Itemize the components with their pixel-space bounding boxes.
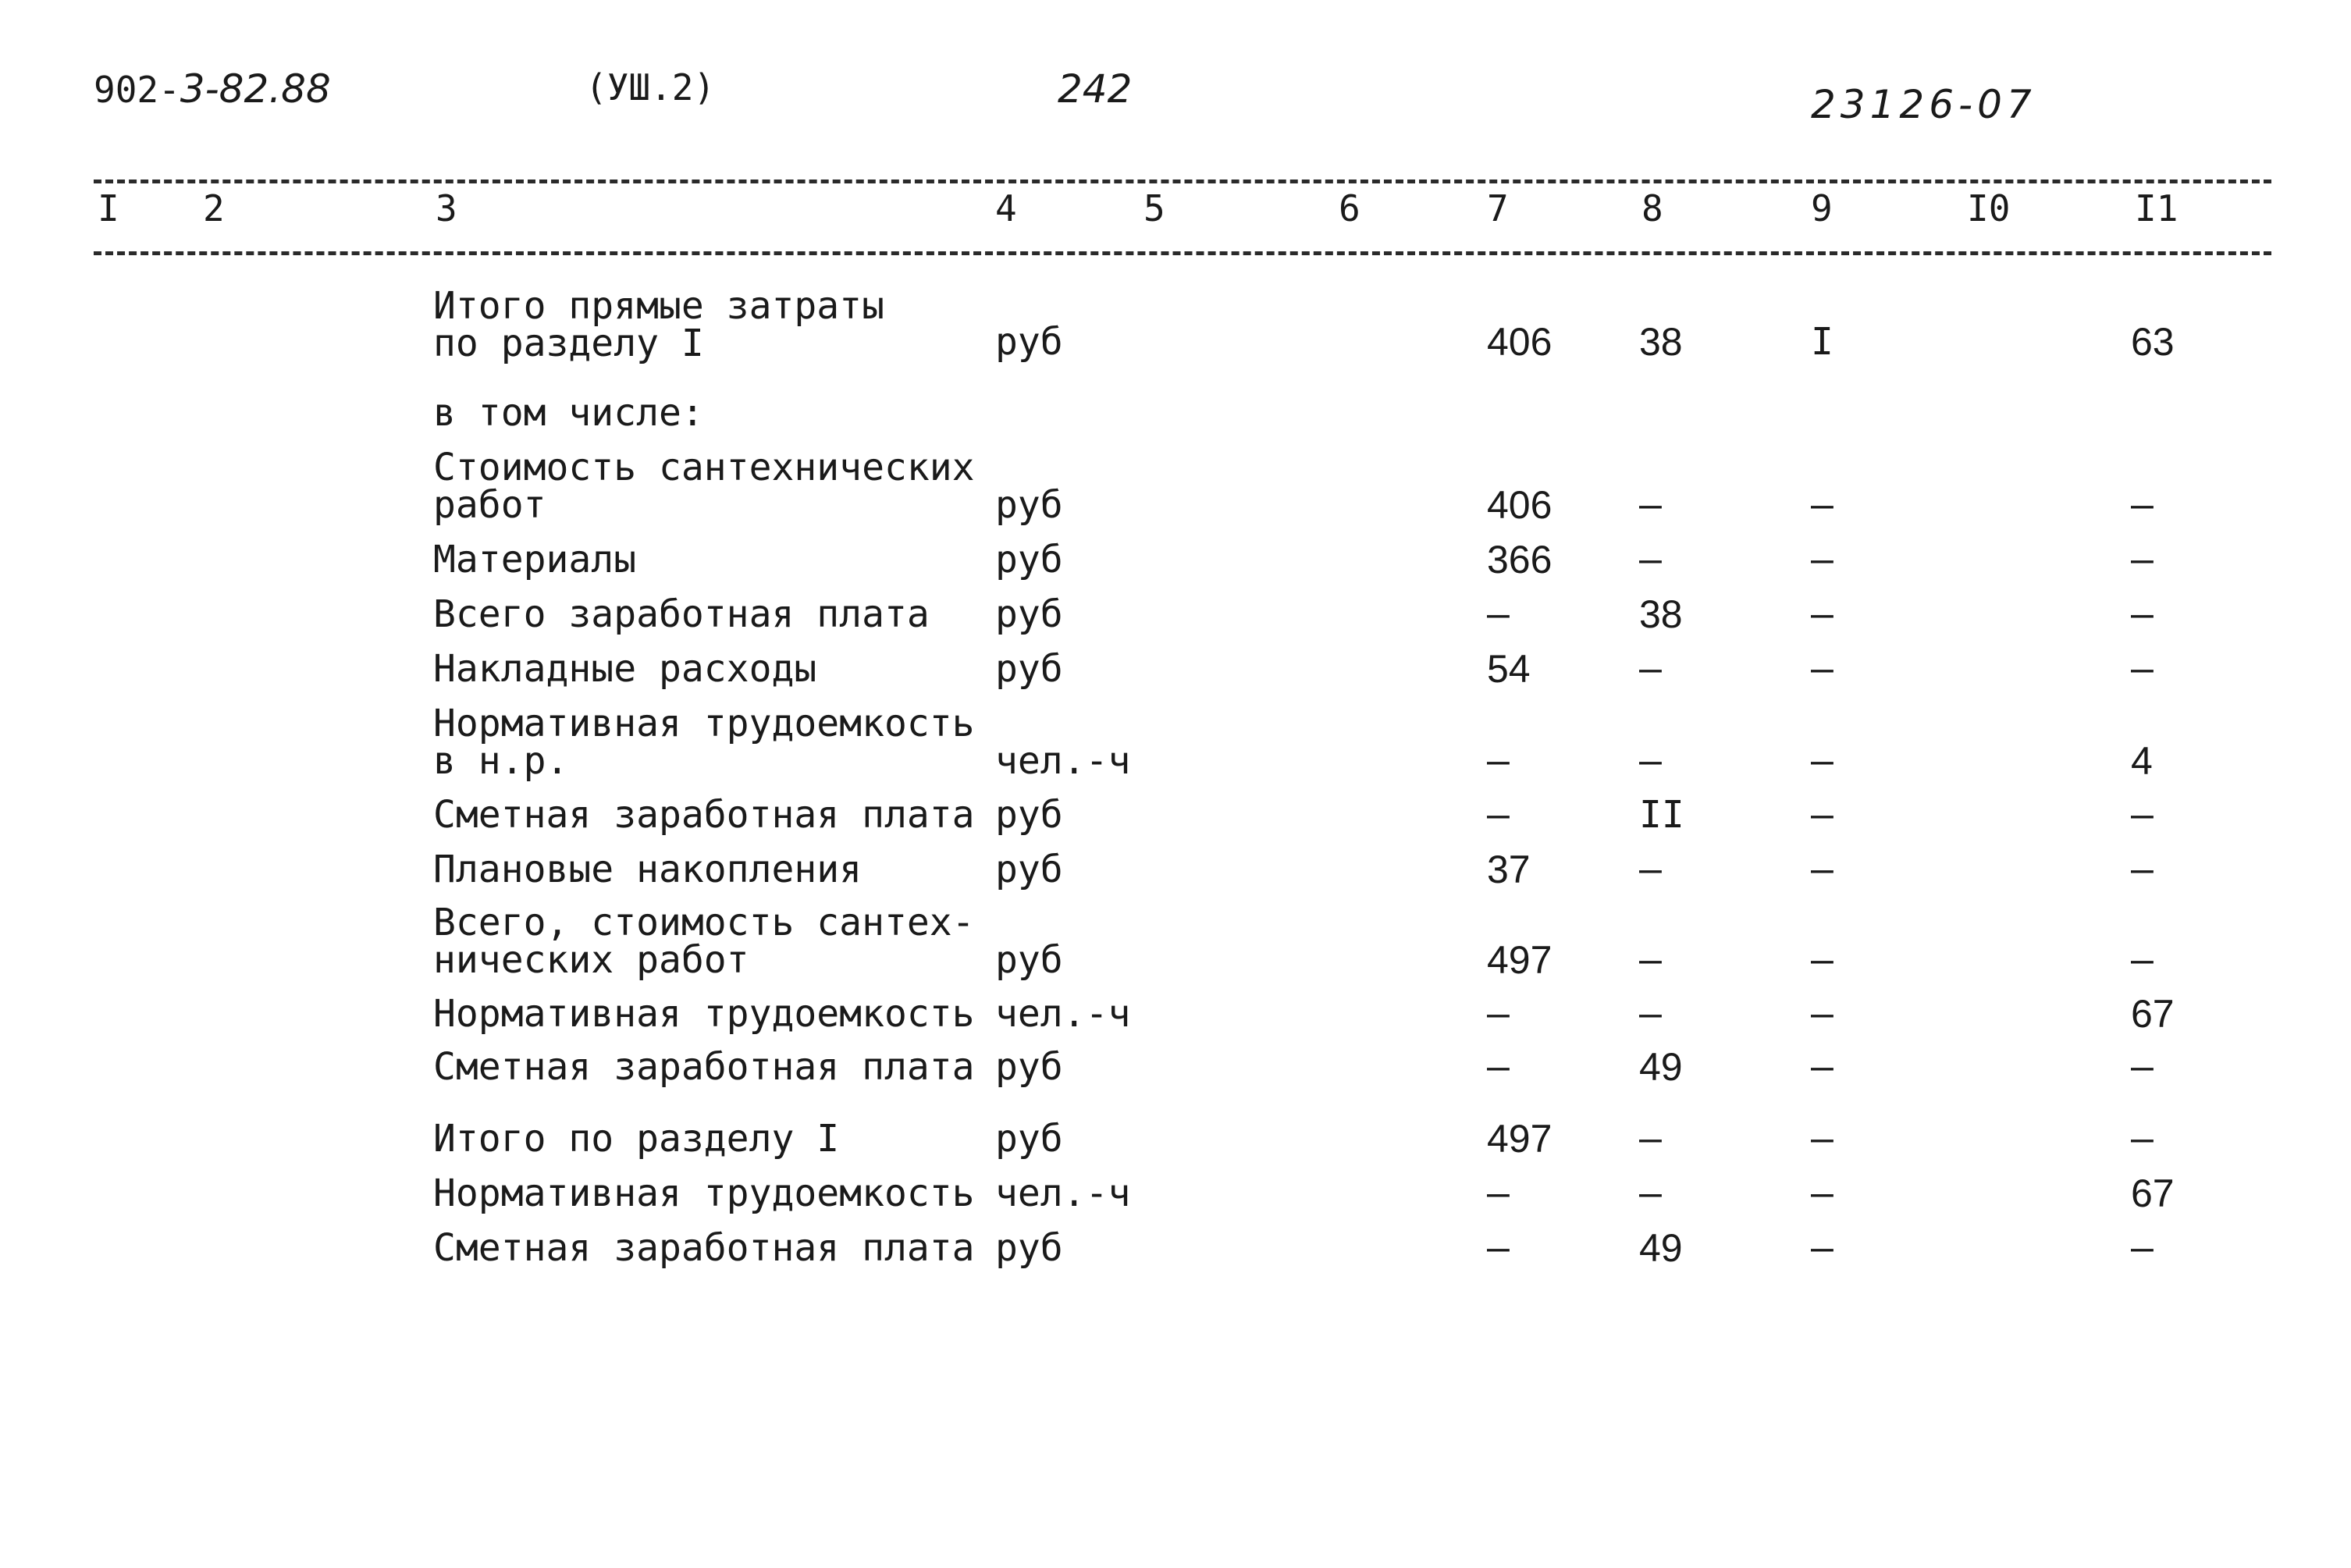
row-col8-value: 38 (1639, 592, 1683, 636)
row-col11-value: 63 (2131, 320, 2175, 364)
row-description: Сметная заработная плата (433, 1045, 975, 1089)
row-col7-value: 37 (1487, 848, 1531, 891)
row-unit: руб (995, 848, 1063, 891)
row-col8-value: II (1639, 793, 1684, 837)
column-number: I1 (2135, 187, 2178, 229)
row-col7-value: – (1487, 1226, 1510, 1270)
row-col11-value: 67 (2131, 992, 2175, 1036)
header-bottom-divider (94, 251, 2271, 255)
row-col11-value: 67 (2131, 1172, 2175, 1215)
row-col7-value: – (1487, 739, 1510, 783)
row-col7-value: – (1487, 1172, 1510, 1215)
row-col9-value: – (1811, 848, 1833, 891)
row-unit: руб (995, 1045, 1063, 1089)
row-col9-value: – (1811, 1045, 1833, 1089)
row-col11-value: – (2131, 592, 2154, 636)
row-col9-value: – (1811, 1226, 1833, 1270)
column-number: 2 (203, 187, 225, 229)
row-col9-value: – (1811, 938, 1833, 982)
row-col8-value: – (1639, 483, 1662, 527)
row-col9-value: I (1811, 320, 1833, 364)
column-number: 5 (1143, 187, 1165, 229)
row-description: Накладные расходы (433, 647, 817, 691)
header-top-divider (94, 180, 2271, 183)
row-description: Плановые накопления (433, 848, 863, 891)
row-col9-value: – (1811, 992, 1833, 1036)
row-unit: руб (995, 793, 1063, 837)
row-unit: руб (995, 320, 1063, 364)
row-col8-value: – (1639, 647, 1662, 691)
row-col11-value: – (2131, 848, 2154, 891)
row-col9-value: – (1811, 793, 1833, 837)
column-number: 4 (995, 187, 1017, 229)
row-col8-value: 38 (1639, 320, 1683, 364)
row-description: Нормативная трудоемкость (433, 992, 975, 1036)
row-col9-value: – (1811, 592, 1833, 636)
row-unit: руб (995, 647, 1063, 691)
row-col7-value: 366 (1487, 538, 1553, 581)
row-col8-value: – (1639, 1117, 1662, 1161)
row-col11-value: – (2131, 647, 2154, 691)
row-unit: руб (995, 938, 1063, 982)
doc-code-prefix: 902- (94, 69, 180, 111)
column-number: 6 (1339, 187, 1360, 229)
row-unit: чел.-ч (995, 992, 1131, 1036)
row-col8-value: 49 (1639, 1226, 1683, 1270)
column-number: 3 (436, 187, 457, 229)
column-number: 7 (1487, 187, 1509, 229)
row-col11-value: – (2131, 1045, 2154, 1089)
row-col9-value: – (1811, 538, 1833, 581)
row-description: Нормативная трудоемкость (433, 1172, 975, 1215)
row-col11-value: – (2131, 483, 2154, 527)
row-col8-value: – (1639, 538, 1662, 581)
row-description: в том числе: (433, 391, 704, 435)
column-number: I (98, 187, 119, 229)
row-unit: руб (995, 483, 1063, 527)
row-col11-value: 4 (2131, 739, 2153, 783)
row-unit: руб (995, 1117, 1063, 1161)
row-description: Всего, стоимость сантех- нических работ (433, 901, 975, 982)
row-description: Нормативная трудоемкость в н.р. (433, 702, 975, 783)
row-col7-value: 406 (1487, 483, 1553, 527)
row-col7-value: 54 (1487, 647, 1531, 691)
row-col7-value: – (1487, 793, 1510, 837)
doc-code (94, 66, 331, 112)
page-number: 242 (1058, 66, 1133, 112)
row-col7-value: 497 (1487, 938, 1553, 982)
column-number: 8 (1641, 187, 1663, 229)
registration-number: 23126-07 (1811, 82, 2036, 127)
row-unit: чел.-ч (995, 739, 1131, 783)
row-description: Сметная заработная плата (433, 793, 975, 837)
row-col7-value: – (1487, 1045, 1510, 1089)
row-col9-value: – (1811, 1117, 1833, 1161)
row-unit: чел.-ч (995, 1172, 1131, 1215)
row-col9-value: – (1811, 1172, 1833, 1215)
row-description: Стоимость сантехнических работ (433, 446, 975, 527)
row-unit: руб (995, 1226, 1063, 1270)
row-description: Всего заработная плата (433, 592, 930, 636)
column-number: I0 (1967, 187, 2011, 229)
row-col7-value: – (1487, 992, 1510, 1036)
row-col11-value: – (2131, 1117, 2154, 1161)
row-col7-value: 406 (1487, 320, 1553, 364)
row-description: Сметная заработная плата (433, 1226, 975, 1270)
row-unit: руб (995, 538, 1063, 581)
row-col11-value: – (2131, 538, 2154, 581)
row-description: Итого прямые затраты по разделу I (433, 284, 884, 365)
doc-code-handwritten: 3-82.88 (180, 66, 331, 112)
row-description: Итого по разделу I (433, 1117, 840, 1161)
row-col11-value: – (2131, 938, 2154, 982)
row-col9-value: – (1811, 739, 1833, 783)
row-col7-value: 497 (1487, 1117, 1553, 1161)
row-unit: руб (995, 592, 1063, 636)
row-col8-value: – (1639, 938, 1662, 982)
row-col8-value: – (1639, 848, 1662, 891)
row-col8-value: 49 (1639, 1045, 1683, 1089)
row-col8-value: – (1639, 992, 1662, 1036)
row-col11-value: – (2131, 1226, 2154, 1270)
row-col8-value: – (1639, 1172, 1662, 1215)
row-col7-value: – (1487, 592, 1510, 636)
row-description: Материалы (433, 538, 637, 581)
album-number: (УШ.2) (585, 66, 716, 108)
row-col9-value: – (1811, 647, 1833, 691)
row-col9-value: – (1811, 483, 1833, 527)
row-col11-value: – (2131, 793, 2154, 837)
row-col8-value: – (1639, 739, 1662, 783)
column-number: 9 (1811, 187, 1833, 229)
